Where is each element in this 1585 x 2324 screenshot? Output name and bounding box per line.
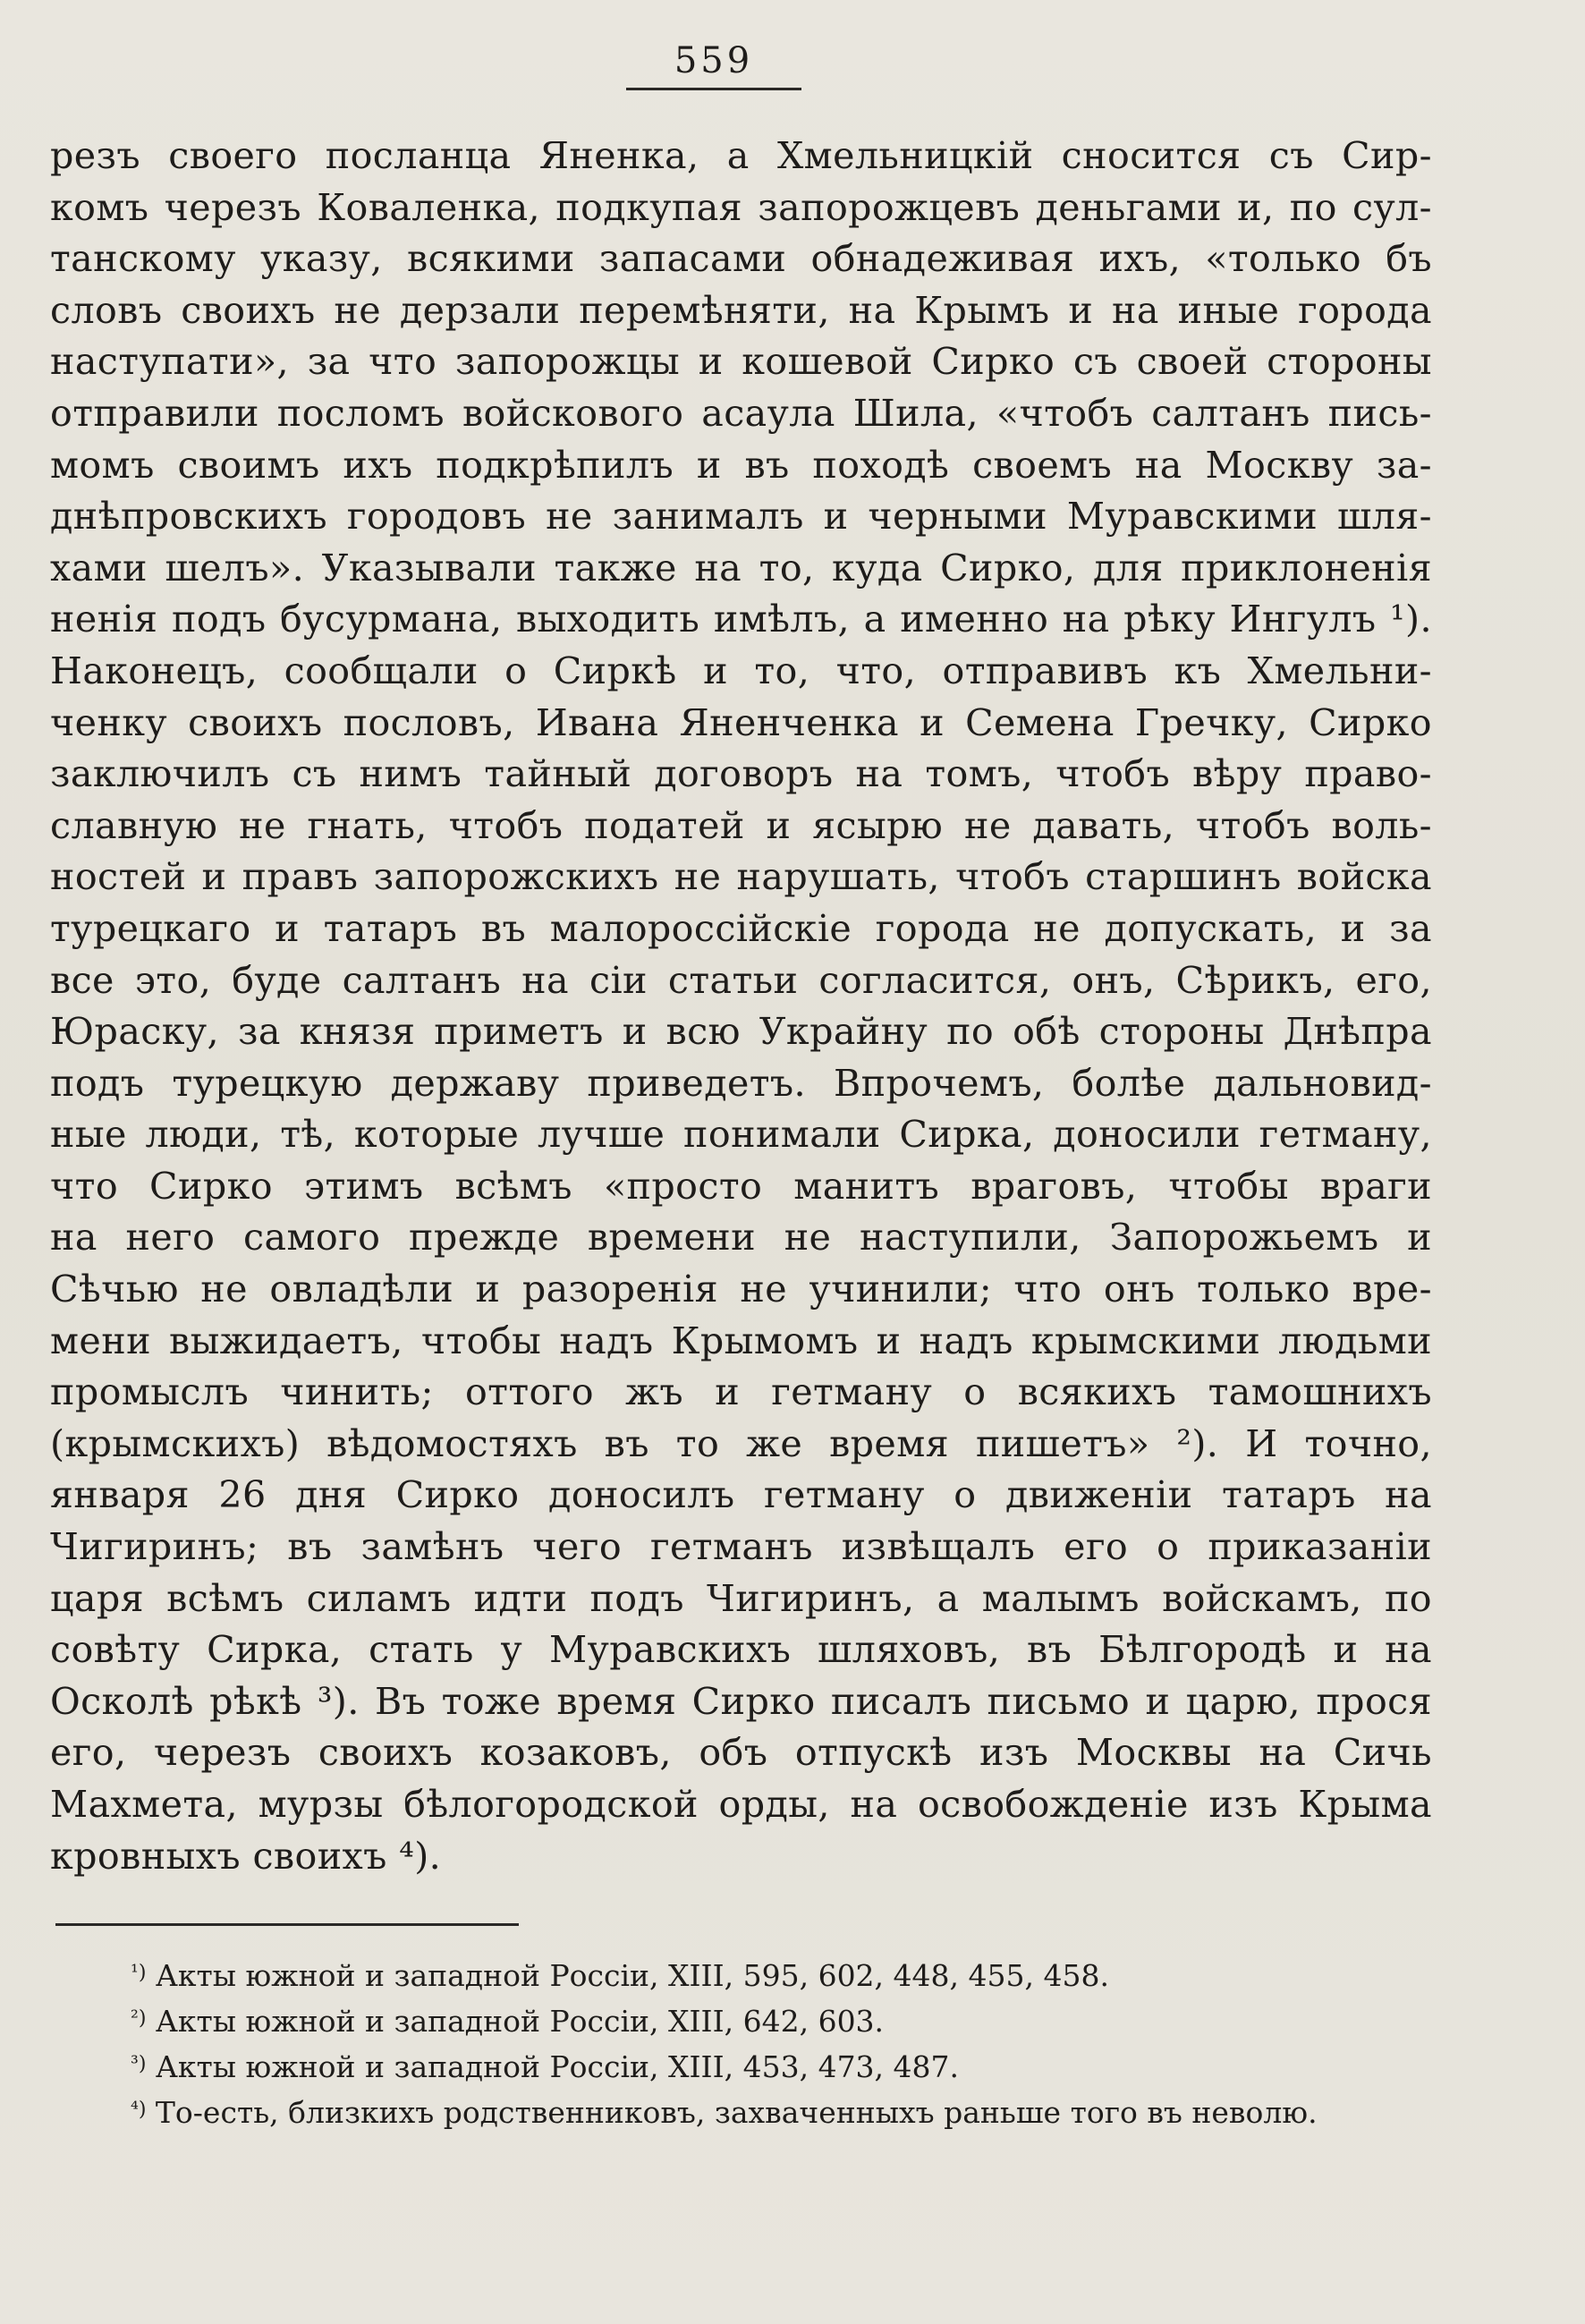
footnote-marker: ⁴) <box>131 2099 147 2121</box>
text-line: кровныхъ своихъ ⁴). <box>50 1834 442 1878</box>
footnote-1 <box>131 1952 1499 1997</box>
text-line: царя всѣмъ силамъ идти подъ Чигиринъ, а малымъ войскамъ, по <box>50 1576 1432 1620</box>
text-line: совѣту Сирка, стать у Муравскихъ шляховъ, въ Бѣлгородѣ и на <box>50 1628 1432 1672</box>
text-line: января 26 дня Сирко доносилъ гетману о движеніи татаръ на <box>50 1473 1432 1517</box>
text-line: резъ своего посланца Яненка, а Хмельницкій сносится съ Сир- <box>50 134 1432 177</box>
text-line: словъ своихъ не дерзали перемѣняти, на Крымъ и на иные города <box>50 288 1432 332</box>
text-line: Наконецъ, сообщали о Сиркѣ и то, что, отправивъ къ Хмельни- <box>50 649 1432 692</box>
text-line: Осколѣ рѣкѣ ³). Въ тоже время Сирко писалъ письмо и царю, прося <box>50 1679 1432 1723</box>
text-line: ностей и правъ запорожскихъ не нарушать, чтобъ старшинъ войска <box>50 855 1432 899</box>
text-line: момъ своимъ ихъ подкрѣпилъ и въ походѣ своемъ на Москву за- <box>50 443 1432 487</box>
footnote-4 <box>131 2089 1499 2134</box>
text-line: днѣпровскихъ городовъ не занималъ и черными Муравскими шля- <box>50 495 1432 539</box>
footnote-marker: ¹) <box>131 1962 147 1984</box>
footnote-text: Акты южной и западной Россіи, XIII, 595, 602, 448, 455, 458. <box>155 1958 1109 1993</box>
text-line: турецкаго и татаръ въ малороссійскіе города не допускать, и за <box>50 906 1432 950</box>
text-line: промыслъ чинить; оттого жъ и гетману о всякихъ тамошнихъ <box>50 1370 1432 1414</box>
text-line: комъ черезъ Коваленка, подкупая запорожцевъ деньгами и, по сул- <box>50 185 1432 229</box>
text-line: мени выжидаетъ, чтобы надъ Крымомъ и надъ крымскими людьми <box>50 1319 1432 1362</box>
text-line: отправили посломъ войскового асаула Шила, «чтобъ салтанъ пись- <box>50 391 1432 435</box>
text-line: Сѣчью не овладѣли и разоренія не учинили; что онъ только вре- <box>50 1268 1432 1311</box>
text-line: что Сирко этимъ всѣмъ «просто манитъ враговъ, чтобы враги <box>50 1164 1432 1208</box>
header-rule <box>626 88 801 90</box>
text-line: Чигиринъ; въ замѣнъ чего гетманъ извѣщалъ его о приказаніи <box>50 1525 1432 1569</box>
footnote-text: Акты южной и западной Россіи, XIII, 453, 473, 487. <box>155 2049 960 2084</box>
text-line: хами шелъ». Указывали также на то, куда Сирко, для приклоненія <box>50 546 1432 589</box>
text-line: заключилъ съ нимъ тайный договоръ на томъ, чтобъ вѣру право- <box>50 752 1432 796</box>
footnote-marker: ³) <box>131 2053 147 2075</box>
footnote-text: То-есть, близкихъ родственниковъ, захваченныхъ раньше того въ неволю. <box>155 2095 1318 2130</box>
text-line: его, черезъ своихъ козаковъ, объ отпускѣ изъ Москвы на Сичь <box>50 1731 1432 1775</box>
text-line: Махмета, мурзы бѣлогородской орды, на освобожденіе изъ Крыма <box>50 1783 1432 1826</box>
footnote-rule <box>55 1923 519 1926</box>
text-line: подъ турецкую державу приведетъ. Впрочемъ, болѣе дальновид- <box>50 1061 1432 1105</box>
text-line: ненія подъ бусурмана, выходить имѣлъ, а именно на рѣку Ингулъ ¹). <box>50 598 1432 641</box>
footnote-marker: ²) <box>131 2007 147 2030</box>
text-line: наступати», за что запорожцы и кошевой Сирко съ своей стороны <box>50 340 1432 384</box>
text-line: все это, буде салтанъ на сіи статьи согласится, онъ, Сѣрикъ, его, <box>50 958 1432 1002</box>
text-line: славную не гнать, чтобъ податей и ясырю не давать, чтобъ воль- <box>50 803 1432 847</box>
text-line: танскому указу, всякими запасами обнадеживая ихъ, «только бъ <box>50 237 1432 281</box>
footnote-text: Акты южной и западной Россіи, XIII, 642, 603. <box>155 2004 885 2039</box>
footnote-2 <box>131 1997 1499 2043</box>
footnote-3 <box>131 2043 1499 2089</box>
text-line: ные люди, тѣ, которые лучше понимали Сирка, доносили гетману, <box>50 1113 1432 1157</box>
footnotes <box>131 1952 1499 2134</box>
page-number: 559 <box>674 40 754 81</box>
text-line: на него самого прежде времени не наступили, Запорожьемъ и <box>50 1216 1432 1260</box>
text-line: (крымскихъ) вѣдомостяхъ въ то же время пишетъ» ²). И точно, <box>50 1421 1432 1465</box>
text-line: ченку своихъ пословъ, Ивана Яненченка и Семена Гречку, Сирко <box>50 700 1432 744</box>
text-line: Юраску, за князя приметъ и всю Украйну по обѣ стороны Днѣпра <box>50 1010 1432 1054</box>
body-text <box>50 131 1432 1882</box>
